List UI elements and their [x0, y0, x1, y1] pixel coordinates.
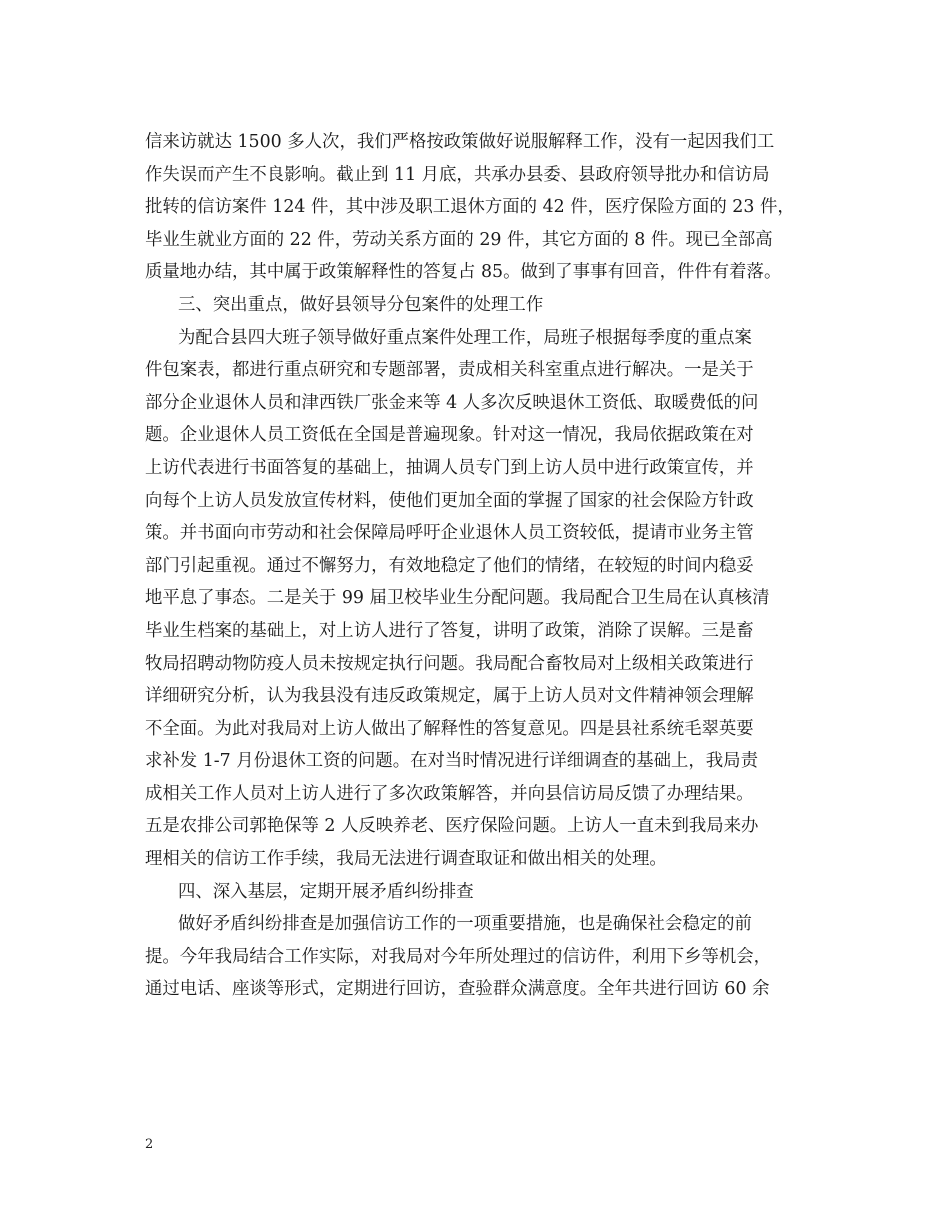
text-line: 为配合县四大班子领导做好重点案件处理工作，局班子根据每季度的重点案	[178, 327, 752, 348]
text-line: 上访代表进行书面答复的基础上，抽调人员专门到上访人员中进行政策宣传，并	[145, 457, 754, 478]
text-line: 部门引起重视。通过不懈努力，有效地稳定了他们的情绪，在较短的时间内稳妥	[145, 555, 754, 576]
text-line: 质量地办结，其中属于政策解释性的答复占 85。做到了事事有回音，件件有着落。	[145, 262, 782, 283]
text-line: 五是农排公司郭艳保等 2 人反映养老、医疗保险问题。上访人一直未到我局来办	[145, 816, 759, 837]
text-line: 详细研究分析，认为我县没有违反政策规定，属于上访人员对文件精神领会理解	[145, 686, 754, 707]
text-line: 四、深入基层，定期开展矛盾纠纷排查	[178, 881, 474, 902]
text-line: 题。企业退休人员工资低在全国是普遍现象。针对这一情况，我局依据政策在对	[145, 425, 754, 446]
text-line: 成相关工作人员对上访人进行了多次政策解答，并向县信访局反馈了办理结果。	[145, 783, 754, 804]
text-line: 理相关的信访工作手续，我局无法进行调查取证和做出相关的处理。	[145, 849, 667, 870]
text-line: 牧局招聘动物防疫人员未按规定执行问题。我局配合畜牧局对上级相关政策进行	[145, 653, 754, 674]
text-line: 策。并书面向市劳动和社会保障局呼吁企业退休人员工资较低，提请市业务主管	[145, 523, 754, 544]
text-line: 通过电话、座谈等形式，定期进行回访，查验群众满意度。全年共进行回访 60 余	[145, 979, 770, 1000]
text-line: 毕业生就业方面的 22 件，劳动关系方面的 29 件，其它方面的 8 件。现已全部高	[145, 229, 773, 250]
text-line: 部分企业退休人员和津西铁厂张金来等 4 人多次反映退休工资低、取暖费低的问	[145, 392, 759, 413]
text-line: 提。今年我局结合工作实际，对我局对今年所处理过的信访件，利用下乡等机会，	[145, 946, 772, 967]
text-line: 信来访就达 1500 多人次，我们严格按政策做好说服解释工作，没有一起因我们工	[145, 132, 775, 152]
document-body	[145, 126, 813, 1006]
text-line: 求补发 1-7 月份退休工资的问题。在对当时情况进行详细调查的基础上，我局责	[145, 751, 758, 772]
text-line: 做好矛盾纠纷排查是加强信访工作的一项重要措施，也是确保社会稳定的前	[178, 914, 752, 935]
text-line: 作失误而产生不良影响。截止到 11 月底，共承办县委、县政府领导批办和信访局	[145, 164, 770, 185]
page-number: 2	[145, 1137, 154, 1152]
text-line: 件包案表，都进行重点研究和专题部署，责成相关科室重点进行解决。一是关于	[145, 360, 754, 381]
text-line: 批转的信访案件 124 件，其中涉及职工退休方面的 42 件，医疗保险方面的 23 件，	[145, 197, 795, 218]
text-line: 毕业生档案的基础上，对上访人进行了答复，讲明了政策，消除了误解。三是畜	[145, 620, 754, 641]
text-line: 向每个上访人员发放宣传材料，使他们更加全面的掌握了国家的社会保险方针政	[145, 490, 754, 511]
text-line: 不全面。为此对我局对上访人做出了解释性的答复意见。四是县社系统毛翠英要	[145, 718, 754, 739]
text-line: 三、突出重点，做好县领导分包案件的处理工作	[178, 294, 544, 315]
text-line: 地平息了事态。二是关于 99 届卫校毕业生分配问题。我局配合卫生局在认真核清	[145, 588, 770, 609]
